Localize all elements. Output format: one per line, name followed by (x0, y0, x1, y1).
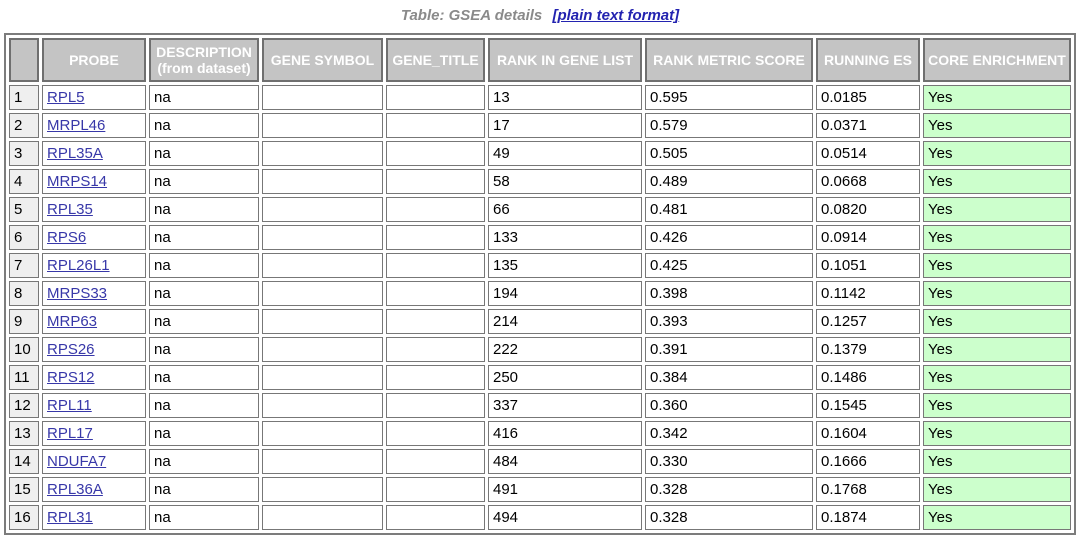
probe-cell (42, 85, 146, 110)
rank-metric-score-cell: 0.360 (645, 393, 813, 418)
core-enrichment-cell: Yes (923, 169, 1071, 194)
running-es-cell: 0.0371 (816, 113, 920, 138)
gene-symbol-cell (262, 393, 383, 418)
table-row (9, 337, 1071, 362)
gene-title-cell (386, 281, 485, 306)
probe-cell (42, 141, 146, 166)
probe-cell (42, 169, 146, 194)
rank-in-gene-list-cell: 135 (488, 253, 642, 278)
table-row (9, 141, 1071, 166)
gene-symbol-cell (262, 421, 383, 446)
probe-link[interactable]: RPL35A (47, 145, 103, 162)
probe-link[interactable]: MRPS33 (47, 285, 108, 302)
rank-metric-score-cell: 0.595 (645, 85, 813, 110)
probe-cell (42, 309, 146, 334)
running-es-cell: 0.1545 (816, 393, 920, 418)
core-enrichment-cell: Yes (923, 309, 1071, 334)
core-enrichment-cell: Yes (923, 281, 1071, 306)
gene-title-cell (386, 449, 485, 474)
row-index-cell: 4 (9, 169, 39, 194)
description-cell: na (149, 113, 259, 138)
probe-link[interactable]: RPS6 (47, 229, 87, 246)
core-enrichment-cell: Yes (923, 505, 1071, 530)
row-index-cell: 12 (9, 393, 39, 418)
rank-metric-score-cell: 0.398 (645, 281, 813, 306)
core-enrichment-cell: Yes (923, 113, 1071, 138)
rank-in-gene-list-cell: 58 (488, 169, 642, 194)
rank-metric-score-cell: 0.328 (645, 505, 813, 530)
rank-in-gene-list-cell: 194 (488, 281, 642, 306)
running-es-cell: 0.1768 (816, 477, 920, 502)
header-row (9, 38, 1071, 82)
probe-cell (42, 505, 146, 530)
description-cell: na (149, 337, 259, 362)
core-enrichment-cell: Yes (923, 365, 1071, 390)
description-cell: na (149, 253, 259, 278)
table-row (9, 85, 1071, 110)
running-es-cell: 0.0185 (816, 85, 920, 110)
probe-link[interactable]: NDUFA7 (47, 453, 107, 470)
gene-title-cell (386, 113, 485, 138)
probe-cell (42, 337, 146, 362)
rank-in-gene-list-cell: 17 (488, 113, 642, 138)
row-index-cell: 1 (9, 85, 39, 110)
gene-title-cell (386, 309, 485, 334)
rank-metric-score-cell: 0.393 (645, 309, 813, 334)
table-row (9, 113, 1071, 138)
description-cell: na (149, 225, 259, 250)
running-es-cell: 0.1604 (816, 421, 920, 446)
rank-metric-score-cell: 0.328 (645, 477, 813, 502)
row-index-cell: 9 (9, 309, 39, 334)
description-cell: na (149, 85, 259, 110)
rank-in-gene-list-cell: 13 (488, 85, 642, 110)
col-header-rank-metric-score: RANK METRIC SCORE (645, 38, 813, 82)
rank-metric-score-cell: 0.384 (645, 365, 813, 390)
gene-title-cell (386, 365, 485, 390)
gene-title-cell (386, 505, 485, 530)
probe-link[interactable]: RPL11 (47, 397, 92, 414)
rank-metric-score-cell: 0.489 (645, 169, 813, 194)
running-es-cell: 0.0514 (816, 141, 920, 166)
table-row (9, 365, 1071, 390)
running-es-cell: 0.0820 (816, 197, 920, 222)
row-index-cell: 6 (9, 225, 39, 250)
running-es-cell: 0.1379 (816, 337, 920, 362)
table-row (9, 505, 1071, 530)
rank-metric-score-cell: 0.579 (645, 113, 813, 138)
row-index-cell: 15 (9, 477, 39, 502)
col-header-description: DESCRIPTION (from dataset) (149, 38, 259, 82)
gene-symbol-cell (262, 365, 383, 390)
core-enrichment-cell: Yes (923, 337, 1071, 362)
core-enrichment-cell: Yes (923, 141, 1071, 166)
core-enrichment-cell: Yes (923, 253, 1071, 278)
table-row (9, 169, 1071, 194)
table-row (9, 393, 1071, 418)
description-cell: na (149, 197, 259, 222)
gene-symbol-cell (262, 309, 383, 334)
row-index-cell: 10 (9, 337, 39, 362)
core-enrichment-cell: Yes (923, 449, 1071, 474)
rank-in-gene-list-cell: 484 (488, 449, 642, 474)
running-es-cell: 0.1874 (816, 505, 920, 530)
running-es-cell: 0.1051 (816, 253, 920, 278)
probe-cell (42, 197, 146, 222)
running-es-cell: 0.0914 (816, 225, 920, 250)
rank-in-gene-list-cell: 491 (488, 477, 642, 502)
running-es-cell: 0.0668 (816, 169, 920, 194)
probe-cell (42, 113, 146, 138)
description-cell: na (149, 449, 259, 474)
gsea-details-table (4, 33, 1076, 535)
gene-symbol-cell (262, 449, 383, 474)
row-index-cell: 11 (9, 365, 39, 390)
probe-link[interactable]: RPL26L1 (47, 257, 110, 274)
probe-cell (42, 421, 146, 446)
gene-title-cell (386, 197, 485, 222)
core-enrichment-cell: Yes (923, 225, 1071, 250)
probe-link[interactable]: RPS12 (47, 369, 95, 386)
gene-title-cell (386, 253, 485, 278)
table-row (9, 225, 1071, 250)
col-header-index (9, 38, 39, 82)
probe-link[interactable]: MRPL46 (47, 117, 106, 134)
description-cell: na (149, 281, 259, 306)
description-cell: na (149, 169, 259, 194)
running-es-cell: 0.1142 (816, 281, 920, 306)
row-index-cell: 5 (9, 197, 39, 222)
probe-cell (42, 365, 146, 390)
gene-symbol-cell (262, 253, 383, 278)
rank-in-gene-list-cell: 49 (488, 141, 642, 166)
probe-link[interactable]: RPL36A (47, 481, 103, 498)
core-enrichment-cell: Yes (923, 477, 1071, 502)
running-es-cell: 0.1257 (816, 309, 920, 334)
core-enrichment-cell: Yes (923, 85, 1071, 110)
description-cell: na (149, 393, 259, 418)
rank-in-gene-list-cell: 133 (488, 225, 642, 250)
probe-link[interactable]: RPL35 (47, 201, 93, 218)
rank-in-gene-list-cell: 494 (488, 505, 642, 530)
rank-in-gene-list-cell: 416 (488, 421, 642, 446)
rank-in-gene-list-cell: 337 (488, 393, 642, 418)
table-row (9, 449, 1071, 474)
gene-title-cell (386, 225, 485, 250)
gene-title-cell (386, 337, 485, 362)
rank-metric-score-cell: 0.342 (645, 421, 813, 446)
probe-link[interactable]: RPL5 (47, 89, 85, 106)
gene-symbol-cell (262, 113, 383, 138)
rank-in-gene-list-cell: 222 (488, 337, 642, 362)
description-cell: na (149, 477, 259, 502)
col-header-gene-symbol: GENE SYMBOL (262, 38, 383, 82)
rank-in-gene-list-cell: 66 (488, 197, 642, 222)
gene-symbol-cell (262, 281, 383, 306)
gene-symbol-cell (262, 337, 383, 362)
table-row (9, 309, 1071, 334)
gene-symbol-cell (262, 141, 383, 166)
row-index-cell: 8 (9, 281, 39, 306)
core-enrichment-cell: Yes (923, 197, 1071, 222)
probe-link[interactable]: RPL31 (47, 509, 93, 526)
col-header-core-enrichment: CORE ENRICHMENT (923, 38, 1071, 82)
probe-cell (42, 393, 146, 418)
gene-title-cell (386, 169, 485, 194)
probe-cell (42, 281, 146, 306)
table-title (0, 7, 1080, 24)
row-index-cell: 13 (9, 421, 39, 446)
gene-symbol-cell (262, 85, 383, 110)
gene-title-cell (386, 85, 485, 110)
rank-metric-score-cell: 0.330 (645, 449, 813, 474)
rank-in-gene-list-cell: 214 (488, 309, 642, 334)
running-es-cell: 0.1486 (816, 365, 920, 390)
description-cell: na (149, 421, 259, 446)
row-index-cell: 2 (9, 113, 39, 138)
gene-symbol-cell (262, 505, 383, 530)
table-row (9, 421, 1071, 446)
gene-symbol-cell (262, 169, 383, 194)
gene-symbol-cell (262, 197, 383, 222)
row-index-cell: 3 (9, 141, 39, 166)
gene-title-cell (386, 477, 485, 502)
probe-cell (42, 253, 146, 278)
probe-cell (42, 477, 146, 502)
probe-link[interactable]: RPS26 (47, 341, 95, 358)
probe-link[interactable]: RPL17 (47, 425, 93, 442)
rank-in-gene-list-cell: 250 (488, 365, 642, 390)
rank-metric-score-cell: 0.426 (645, 225, 813, 250)
col-header-probe: PROBE (42, 38, 146, 82)
rank-metric-score-cell: 0.391 (645, 337, 813, 362)
description-cell: na (149, 141, 259, 166)
core-enrichment-cell: Yes (923, 421, 1071, 446)
probe-cell (42, 225, 146, 250)
description-cell: na (149, 505, 259, 530)
running-es-cell: 0.1666 (816, 449, 920, 474)
gene-title-cell (386, 393, 485, 418)
table-row (9, 477, 1071, 502)
table-row (9, 281, 1071, 306)
probe-link[interactable]: MRPS14 (47, 173, 108, 190)
table-title-text: Table: GSEA details (400, 7, 543, 24)
rank-metric-score-cell: 0.425 (645, 253, 813, 278)
gene-symbol-cell (262, 477, 383, 502)
row-index-cell: 16 (9, 505, 39, 530)
gene-title-cell (386, 141, 485, 166)
rank-metric-score-cell: 0.481 (645, 197, 813, 222)
core-enrichment-cell: Yes (923, 393, 1071, 418)
probe-cell (42, 449, 146, 474)
probe-link[interactable]: MRP63 (47, 313, 98, 330)
table-row (9, 253, 1071, 278)
gene-title-cell (386, 421, 485, 446)
col-header-gene-title: GENE_TITLE (386, 38, 485, 82)
row-index-cell: 7 (9, 253, 39, 278)
row-index-cell: 14 (9, 449, 39, 474)
table-body (9, 85, 1071, 530)
col-header-running-es: RUNNING ES (816, 38, 920, 82)
plain-text-format-link[interactable]: [plain text format] (552, 7, 680, 24)
description-cell: na (149, 365, 259, 390)
col-header-rank-in-gene-list: RANK IN GENE LIST (488, 38, 642, 82)
description-cell: na (149, 309, 259, 334)
table-row (9, 197, 1071, 222)
gene-symbol-cell (262, 225, 383, 250)
rank-metric-score-cell: 0.505 (645, 141, 813, 166)
